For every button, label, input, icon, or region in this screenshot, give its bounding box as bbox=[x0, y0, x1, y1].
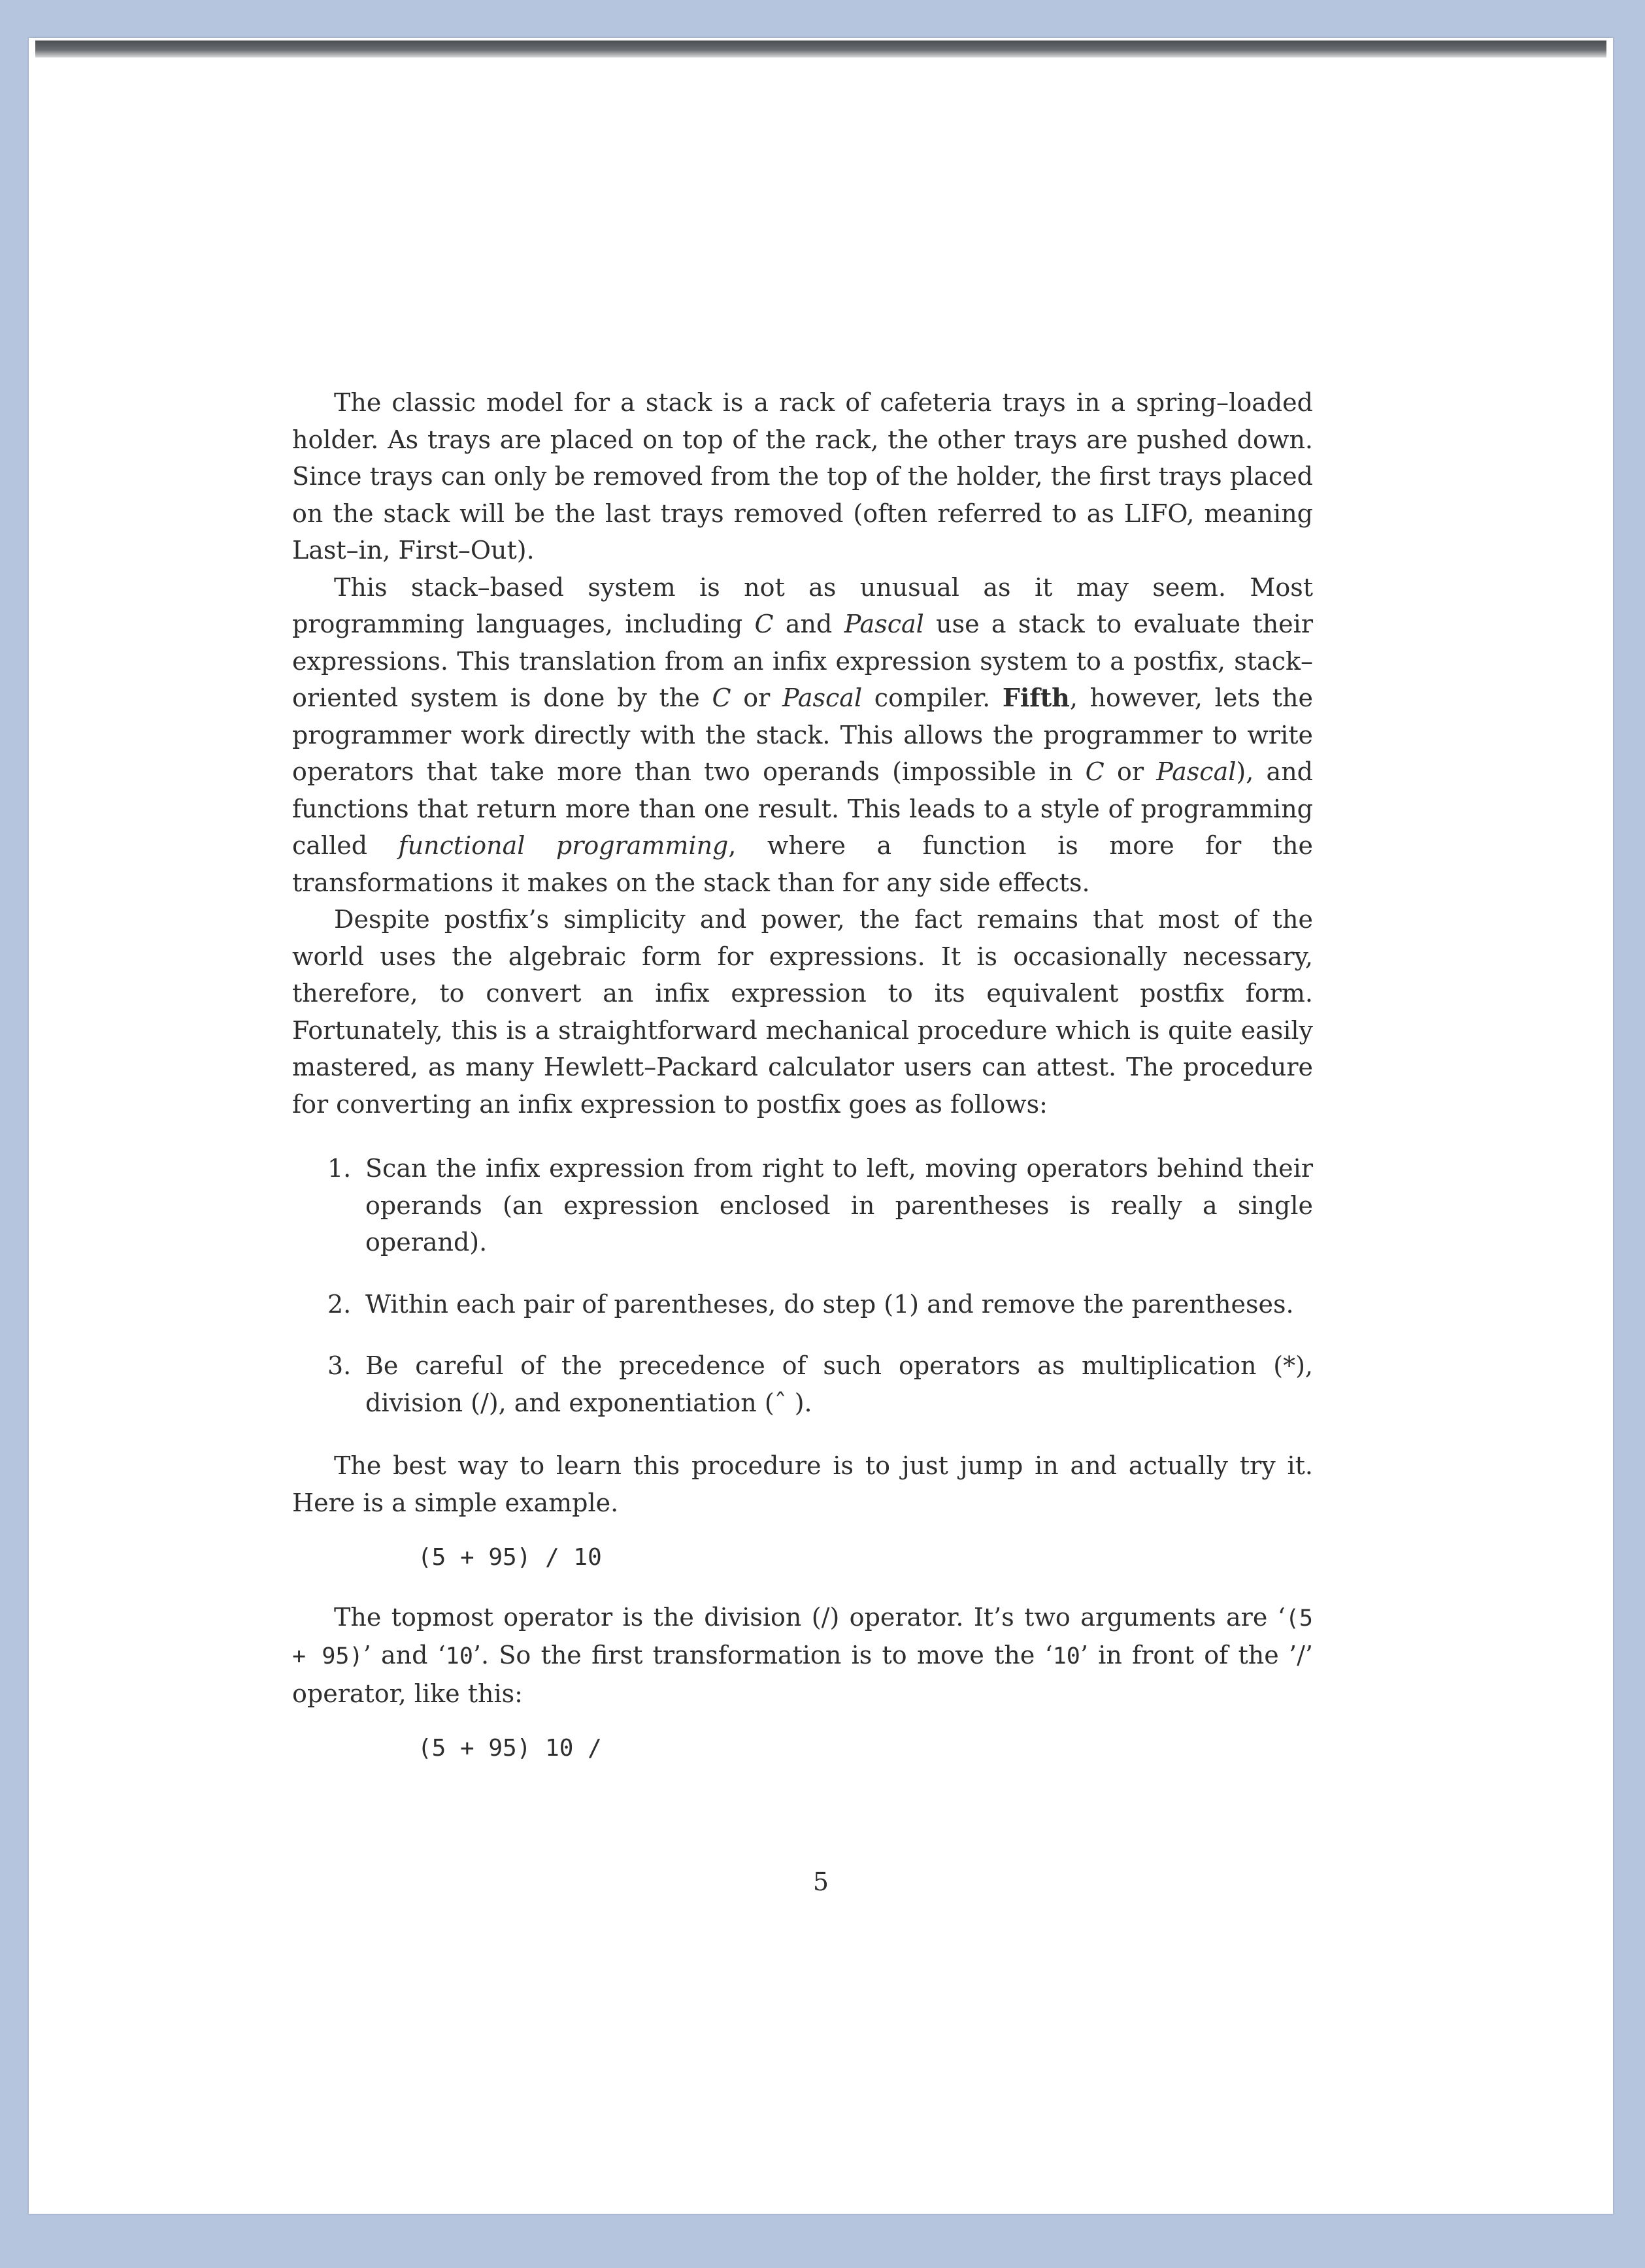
text-run: , however, lets the programmer work directly with the stack. This allows the programmer to write operators that take more than two operands (impossible in bbox=[292, 683, 1313, 786]
term-functional-programming: functional programming bbox=[398, 831, 729, 860]
text-run: This stack–based system is not as unusual as it may seem. Most programming languages, including bbox=[292, 572, 1313, 638]
text-run: ’ and ‘ bbox=[363, 1641, 446, 1669]
text-run: The topmost operator is the division (/) operator. It’s two arguments are ‘ bbox=[334, 1602, 1286, 1632]
text-run: or bbox=[1104, 757, 1157, 786]
step-number: 2. bbox=[327, 1289, 352, 1319]
language-name-c: C bbox=[712, 683, 731, 712]
list-item bbox=[327, 1150, 1313, 1261]
step-number: 1. bbox=[327, 1154, 352, 1183]
step-number: 3. bbox=[327, 1351, 352, 1380]
paragraph-topmost-operator bbox=[292, 1599, 1313, 1713]
page-number: 5 bbox=[812, 1867, 829, 1896]
page-body bbox=[292, 384, 1313, 1790]
text-run: , where a function is more for the transformations it makes on the stack than for any side effects. bbox=[292, 831, 1313, 897]
language-name-pascal: Pascal bbox=[844, 610, 924, 638]
language-name-c: C bbox=[1085, 757, 1105, 786]
text-run: or bbox=[731, 683, 782, 712]
inline-code: 10 bbox=[445, 1643, 473, 1669]
text-run: ’ in front of the ’/’ operator, like this: bbox=[292, 1641, 1314, 1708]
list-item bbox=[327, 1286, 1313, 1323]
document-page bbox=[29, 38, 1613, 2214]
paragraph-infix-conversion: Despite postfix’s simplicity and power, the fact remains that most of the world uses the algebraic form for expressions. It is occasionally necessary, therefore, to convert an infix expression to its equivalent postfix form. Fortunately, this is a straightforward mechanical procedure which is quite easily mastered, as many Hewlett–Packard calculator users can attest. The procedure for converting an infix expression to postfix goes as follows: bbox=[292, 905, 1313, 1119]
language-name-pascal: Pascal bbox=[782, 683, 863, 712]
text-run: use a stack to evaluate their expressions. This translation from an infix expression system to a postfix, stack–oriented system is done by the bbox=[292, 610, 1313, 712]
paragraph-stack-model: The classic model for a stack is a rack of cafeteria trays in a spring–loaded holder. As trays are placed on top of the rack, the other trays are pushed down. Since trays can only be removed from the top of the holder, the first trays placed on the stack will be the last trays removed (often referred to as LIFO, meaning Last–in, First–Out). bbox=[292, 388, 1313, 565]
step-text: Within each pair of parentheses, do step (1) and remove the parentheses. bbox=[365, 1289, 1294, 1319]
text-run: ’. So the first transformation is to move the ‘ bbox=[473, 1641, 1053, 1669]
text-run: compiler. bbox=[862, 683, 1003, 712]
paragraph-best-way: The best way to learn this procedure is to just jump in and actually try it. Here is a simple example. bbox=[292, 1451, 1313, 1517]
step-text: Scan the infix expression from right to left, moving operators behind their operands (an expression enclosed in parentheses is really a single operand). bbox=[365, 1154, 1313, 1257]
list-item bbox=[327, 1347, 1313, 1421]
inline-code: (5 + 95) bbox=[292, 1605, 1313, 1669]
code-example-step1: (5 + 95) 10 / bbox=[418, 1735, 602, 1762]
paragraph-stack-based-system bbox=[292, 569, 1313, 902]
language-name-fifth: Fifth bbox=[1002, 683, 1070, 712]
page-top-edge bbox=[35, 41, 1606, 58]
text-run: ), and functions that return more than one result. This leads to a style of programming called bbox=[292, 757, 1314, 860]
inline-code: 10 bbox=[1052, 1643, 1080, 1669]
language-name-c: C bbox=[754, 610, 774, 638]
conversion-steps-list bbox=[292, 1150, 1313, 1421]
text-run: and bbox=[773, 610, 844, 638]
code-example-infix: (5 + 95) / 10 bbox=[418, 1544, 602, 1571]
step-text: Be careful of the precedence of such operators as multiplication (*), division (/), and exponentiation (ˆ ). bbox=[365, 1351, 1313, 1417]
language-name-pascal: Pascal bbox=[1156, 757, 1237, 786]
